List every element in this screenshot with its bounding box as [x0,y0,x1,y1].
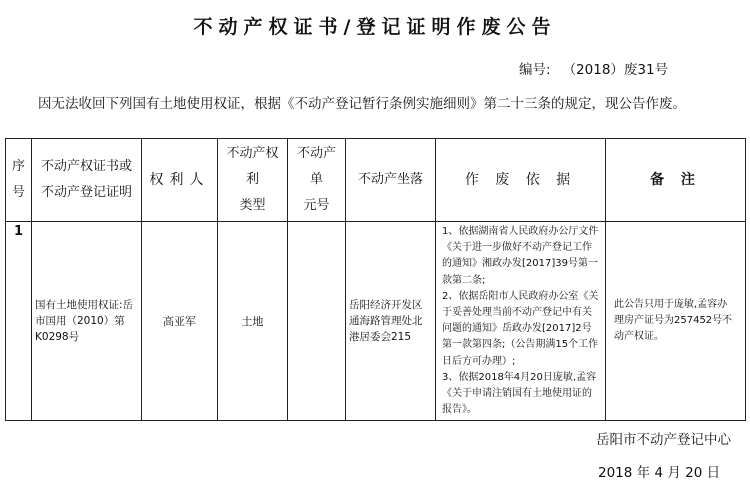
table-header-row [6,139,746,222]
header-unit-number-line2: 元号 [303,198,330,213]
header-notes-label: 备 注 [650,171,701,188]
header-right-type-line2: 类型 [239,198,266,213]
void-certificate-table [5,138,746,421]
header-certificate [32,139,142,222]
basis-item-3: 3、依据2018年4月20日庞敏,孟容《关于申请注销国有土地使用证的报告》。 [442,371,597,416]
row-right-type: 土地 [218,222,288,421]
header-notes [606,139,746,222]
document-number-value: （2018）废31号 [562,62,669,78]
header-unit-number [288,139,346,222]
header-unit-number-line1: 不动产单 [296,146,336,187]
header-right-type-line1: 不动产权利 [226,146,279,187]
row-holder: 高亚军 [142,222,218,421]
document-number [519,58,680,78]
row-unit-number [288,222,346,421]
row-notes: 此公告只用于庞敏,孟容办理房产证号为257452号不动产权证。 [606,222,746,421]
document-number-label: 编号: [519,62,551,78]
header-seq-line1: 序 [11,159,25,174]
basis-item-1: 1、依据湖南省人民政府办公厅文件《关于进一步做好不动产登记工作的通知》湘政办发[2017]39号第一款第二条; [442,226,599,286]
issue-date: 2018 年 4 月 20 日 [598,465,721,481]
row-seq: 1 [6,222,32,421]
header-certificate-line2: 不动产登记证明 [40,185,132,200]
header-certificate-line1: 不动产权证书或 [40,159,132,174]
issuing-organization: 岳阳市不动产登记中心 [596,432,731,448]
row-basis [436,222,606,421]
header-seq [6,139,32,222]
header-right-type [218,139,288,222]
header-basis-label: 作 废 依 据 [464,171,577,188]
header-location-label: 不动产坐落 [357,172,423,187]
header-holder [142,139,218,222]
row-certificate: 国有土地使用权证:岳市国用（2010）第K0298号 [32,222,142,421]
header-basis [436,139,606,222]
intro-paragraph: 因无法收回下列国有土地使用权证，根据《不动产登记暂行条例实施细则》第二十三条的规定，现公告作废。 [38,96,686,112]
basis-item-2: 2、依据岳阳市人民政府办公室《关于妥善处理当前不动产登记中有关问题的通知》岳政办发[2017]2号第一款第四条;（公告期满15个工作日后方可办理）; [442,290,599,367]
table-row [6,222,746,421]
header-seq-line2: 号 [11,185,25,200]
page-title: 不动产权证书/登记证明作废公告 [193,16,557,38]
row-location: 岳阳经济开发区通海路管理处北港居委会215 [346,222,436,421]
header-location [346,139,436,222]
header-holder-label: 权利人 [149,171,210,188]
